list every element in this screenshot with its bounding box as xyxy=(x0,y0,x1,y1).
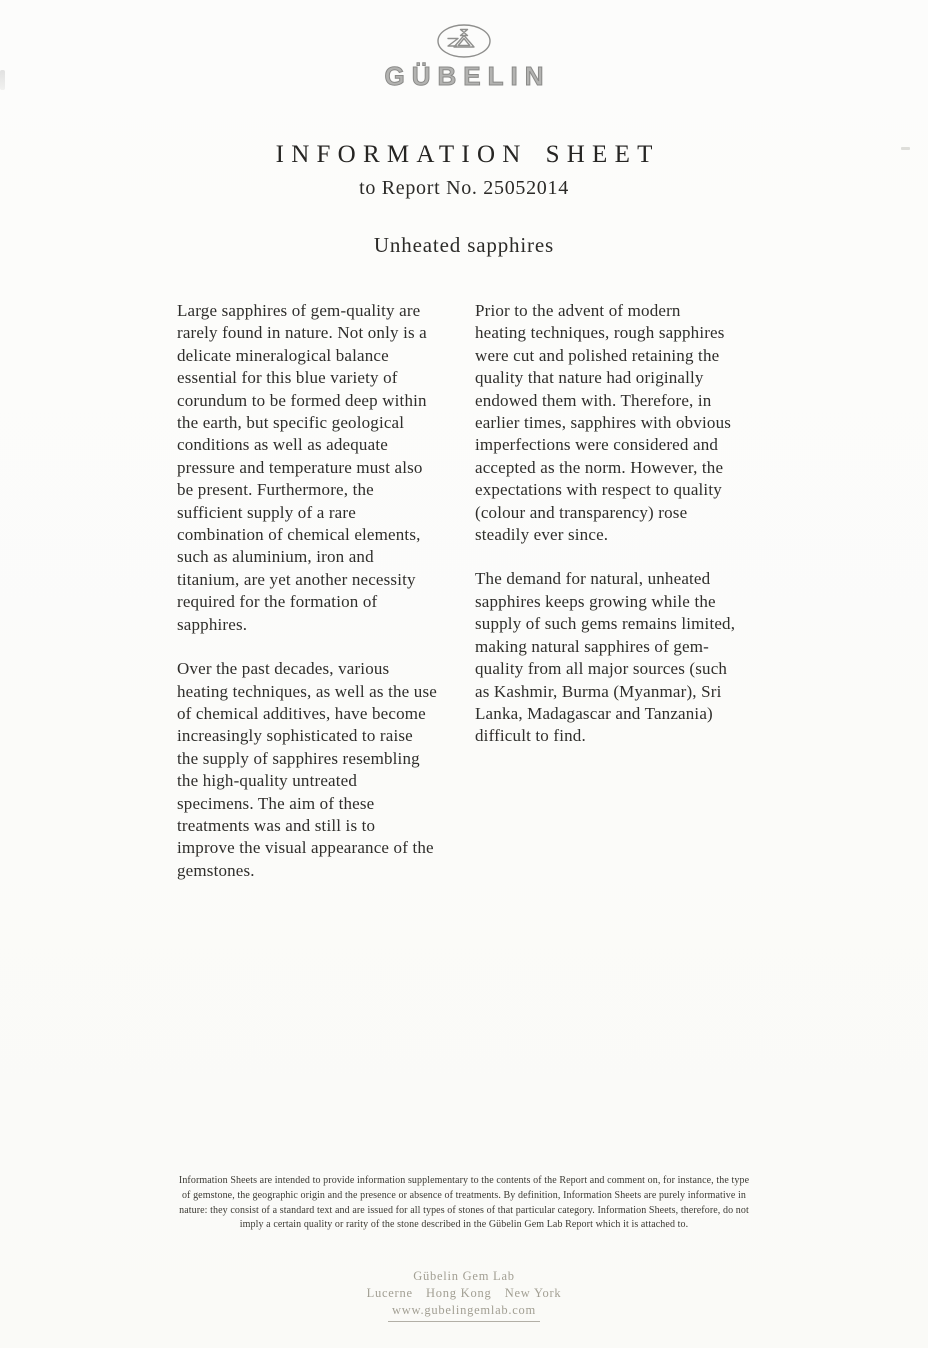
text-line: sapphires keeps growing while the xyxy=(475,591,716,611)
paragraph xyxy=(177,658,463,882)
text-line: specimens. The aim of these xyxy=(177,793,375,813)
footer-lab-name: Gübelin Gem Lab xyxy=(413,1269,515,1283)
text-line: the supply of sapphires resembling xyxy=(177,748,420,768)
text-line: as Kashmir, Burma (Myanmar), Sri xyxy=(475,681,722,701)
text-line: delicate mineralogical balance xyxy=(177,345,389,365)
text-line: improve the visual appearance of the xyxy=(177,838,434,858)
brand-logo-text: GÜBELIN xyxy=(384,61,551,91)
gubelin-emblem-icon xyxy=(436,22,492,60)
text-line: endowed them with. Therefore, in xyxy=(475,390,712,410)
text-line: making natural sapphires of gem- xyxy=(475,636,709,656)
footer-block xyxy=(0,1268,928,1319)
text-line: required for the formation of xyxy=(177,592,378,612)
text-line: Large sapphires of gem-quality are xyxy=(177,301,421,320)
page-title: INFORMATION SHEET xyxy=(275,141,660,168)
footer-website: www.gubelingemlab.com xyxy=(391,1303,537,1317)
text-line: corundum to be formed deep within xyxy=(177,390,427,410)
text-line: of chemical additives, have become xyxy=(177,703,426,723)
text-line: conditions as well as adequate xyxy=(177,435,388,455)
paragraph xyxy=(177,300,463,636)
text-line: Information Sheets are intended to provide information supplementary to the contents of the Report and comment on, for instance, the type xyxy=(178,1175,750,1186)
left-column xyxy=(177,300,463,904)
text-line: imply a certain quality or rarity of the stone described in the Gübelin Gem Lab Report which it is attached to. xyxy=(239,1219,689,1231)
text-line: Over the past decades, various xyxy=(177,659,390,679)
scan-artifact xyxy=(0,70,5,90)
text-line: heating techniques, as well as the use xyxy=(177,681,437,701)
text-line: nature: they consist of a standard text and are issued for all types of stones of that particular category. Information Sheets, therefore, do not xyxy=(179,1204,749,1216)
title-block xyxy=(0,141,928,200)
text-line: essential for this blue variety of xyxy=(177,368,398,388)
text-line: heating techniques, rough sapphires xyxy=(475,323,725,343)
scan-artifact xyxy=(901,147,910,150)
text-line: quality that nature had originally xyxy=(475,368,704,388)
text-line: accepted as the norm. However, the xyxy=(475,457,724,477)
brand-header xyxy=(0,22,928,92)
text-line: rarely found in nature. Not only is a xyxy=(177,323,427,343)
text-line: imperfections were considered and xyxy=(475,435,719,455)
paragraph xyxy=(475,300,761,546)
text-line: of gemstone, the geographic origin and the presence or absence of treatments. By definition, Information Sheets are purely informative in xyxy=(181,1189,747,1201)
text-line: quality from all major sources (such xyxy=(475,659,728,679)
text-line: were cut and polished retaining the xyxy=(475,345,720,365)
text-line: Lanka, Madagascar and Tanzania) xyxy=(475,703,713,723)
text-line: treatments was and still is to xyxy=(177,815,376,835)
text-line: gemstones. xyxy=(177,860,255,880)
footer-divider xyxy=(388,1321,540,1322)
text-line: sufficient supply of a rare xyxy=(177,502,356,522)
text-line: expectations with respect to quality xyxy=(475,480,722,500)
text-line: steadily ever since. xyxy=(475,525,609,545)
subject-heading: Unheated sapphires xyxy=(373,233,555,257)
paragraph xyxy=(475,568,761,747)
footer-locations: Lucerne Hong Kong New York xyxy=(366,1286,562,1300)
text-line: the earth, but specific geological xyxy=(177,413,405,433)
text-line: Prior to the advent of modern xyxy=(475,301,681,320)
text-line: difficult to find. xyxy=(475,726,586,746)
right-column xyxy=(475,300,761,770)
text-line: sapphires. xyxy=(177,614,248,634)
text-line: supply of such gems remains limited, xyxy=(475,614,736,634)
text-line: titanium, are yet another necessity xyxy=(177,569,416,589)
text-line: be present. Furthermore, the xyxy=(177,480,374,500)
text-line: such as aluminium, iron and xyxy=(177,547,374,567)
text-line: The demand for natural, unheated xyxy=(475,569,711,589)
text-line: (colour and transparency) rose xyxy=(475,502,688,522)
text-line: increasingly sophisticated to raise xyxy=(177,726,413,746)
text-line: pressure and temperature must also xyxy=(177,457,423,477)
text-line: earlier times, sapphires with obvious xyxy=(475,413,732,433)
disclaimer-text xyxy=(164,1174,764,1233)
text-line: the high-quality untreated xyxy=(177,771,358,791)
report-number-line: to Report No. 25052014 xyxy=(359,177,569,199)
text-line: combination of chemical elements, xyxy=(177,525,421,545)
